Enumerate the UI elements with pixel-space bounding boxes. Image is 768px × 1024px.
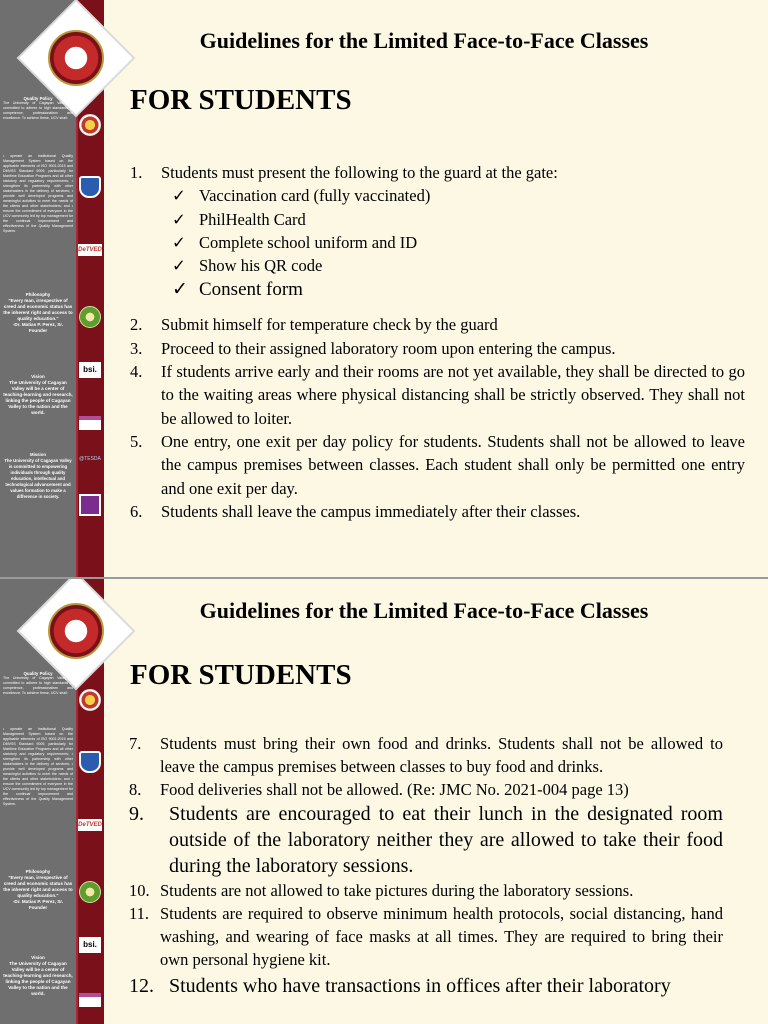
certification-badge-icon xyxy=(79,416,101,430)
philosophy-text: "Every man, irrespective of creed and economic status has the inherent right and access to quality education." xyxy=(3,298,73,321)
list-item xyxy=(129,973,723,999)
philosophy-text: "Every man, irrespective of creed and economic status has the inherent right and access to quality education." xyxy=(3,875,73,898)
list-item xyxy=(129,879,723,902)
requirements-checklist xyxy=(172,184,745,303)
slide-title: Guidelines for the Limited Face-to-Face Classes xyxy=(199,28,649,53)
item-number: 5. xyxy=(130,431,143,451)
quality-policy-text: The University of Cagayan Valley is committed to adhere to high standards of competence, professionalism and excellence. To achieve these, UCV shall: xyxy=(3,101,73,120)
vision-text: The University of Cagayan Valley will be a center of teaching-learning and research, linking the people of Cagayan Valley to the nation and the world. xyxy=(3,380,73,415)
mission-title: Mission xyxy=(30,452,46,457)
philosophy-author: -Dr. Matias P. Perez, Sr. xyxy=(12,322,64,327)
quality-policy xyxy=(3,671,73,696)
list-item xyxy=(130,337,745,360)
quality-policy xyxy=(3,96,73,121)
vision-title: Vision xyxy=(31,955,45,960)
detved-badge: DeTVED xyxy=(78,819,102,831)
bsi-badge: bsi. xyxy=(79,937,101,953)
item-text: Food deliveries shall not be allowed. (Re: JMC No. 2021-004 page 13) xyxy=(160,780,629,799)
quality-policy-text: The University of Cagayan Valley is committed to adhere to high standards of competence, professionalism and excellence. To achieve these, UCV shall: xyxy=(3,676,73,695)
check-icon: ✓ xyxy=(172,256,186,276)
check-icon: ✓ xyxy=(172,232,186,252)
vision-text: The University of Cagayan Valley will be a center of teaching-learning and research, linking the people of Cagayan Valley to the nation and the world. xyxy=(3,961,73,996)
philosophy-block xyxy=(3,292,73,334)
checklist-text: Consent form xyxy=(199,279,303,301)
philosophy-title: Philosophy xyxy=(25,292,51,297)
purple-seal-icon xyxy=(79,494,101,516)
checklist-item xyxy=(172,231,745,254)
mission-block xyxy=(3,452,73,500)
checklist-item xyxy=(172,184,745,207)
item-text: Students are required to observe minimum health protocols, social distancing, hand washing, and wearing of face masks at all times. They are required to bring their own personal hygiene kit. xyxy=(160,904,723,969)
shield-badge-icon xyxy=(79,176,101,198)
philosophy-role: Founder xyxy=(28,905,48,910)
list-item xyxy=(129,801,723,879)
checklist-item xyxy=(172,277,745,303)
shield-badge-icon xyxy=(79,751,101,773)
list-item xyxy=(130,430,745,500)
item-number: 4. xyxy=(130,362,143,382)
list-item xyxy=(130,500,745,523)
quality-points xyxy=(3,727,73,807)
item-number: 12. xyxy=(129,975,154,997)
check-icon: ✓ xyxy=(172,186,186,206)
item-text: Students must present the following to the guard at the gate: xyxy=(161,163,558,182)
item-number: 11. xyxy=(129,904,150,923)
list-item xyxy=(130,360,745,430)
item-number: 8. xyxy=(129,780,142,799)
vision-block xyxy=(3,374,73,416)
guidelines-list xyxy=(129,732,723,999)
item-text: Students shall leave the campus immediately after their classes. xyxy=(161,501,581,521)
item-number: 1. xyxy=(130,163,143,182)
item-number: 3. xyxy=(130,338,143,358)
accreditation-seal-icon xyxy=(79,114,101,136)
item-number: 2. xyxy=(130,315,143,335)
list-item xyxy=(129,902,723,971)
list-item xyxy=(129,732,723,778)
quality-policy-title: Quality Policy xyxy=(23,96,53,101)
item-text: Proceed to their assigned laboratory room upon entering the campus. xyxy=(161,338,616,358)
seal-emblem xyxy=(48,603,104,659)
vision-block xyxy=(3,955,73,997)
item-text: Students are encouraged to eat their lunch in the designated room outside of the laboratory neither they are allowed to take their food during the laboratory sessions. xyxy=(169,803,723,877)
item-number: 10. xyxy=(129,881,150,900)
philosophy-role: Founder xyxy=(28,328,48,333)
item-text: If students arrive early and their rooms are not yet available, they shall be directed to go to the waiting areas where physical distancing shall be strictly observed. They shall not be allowed to loiter. xyxy=(161,362,745,428)
detved-badge: DeTVED xyxy=(78,244,102,256)
philosophy-author: -Dr. Matias P. Perez, Sr. xyxy=(12,899,64,904)
quality-points-text: • operate an institutional Quality Management System based on the applicable elements of ISO 9001:2015 and DMVSS Standard 9009, particularly for Maritime Education Programs and all other statutory and regulatory requirements; • strengthen its partnership with other stakeholders in the delivery of services; • provide well developed programs and meaningful activities to meet the needs of the clients and other stakeholders; and • ensure the commitment of everyone in the UCV community led by top management for the continual improvement and effectiveness of the Quality Management System. xyxy=(3,154,73,233)
checklist-text: Vaccination card (fully vaccinated) xyxy=(199,186,431,206)
check-icon: ✓ xyxy=(172,279,188,301)
quality-policy-title: Quality Policy xyxy=(23,671,53,676)
green-seal-icon xyxy=(79,881,101,903)
quality-points xyxy=(3,154,73,234)
item-text: One entry, one exit per day policy for students. Students shall not be allowed to leave the campus premises between classes. Each student shall only be permitted one entry and one exit per day. xyxy=(161,431,745,498)
list-item xyxy=(130,313,745,336)
philosophy-title: Philosophy xyxy=(25,869,51,874)
checklist-text: Complete school uniform and ID xyxy=(199,232,418,252)
guidelines-list xyxy=(130,161,745,523)
slide-2 xyxy=(0,579,768,1024)
section-heading: FOR STUDENTS xyxy=(130,659,352,691)
quality-points-text: • operate an institutional Quality Management System based on the applicable elements of ISO 9001:2015 and DMVSS Standard 9009, particularly for Maritime Education Programs and all other statutory and regulatory requirements; • strengthen its partnership with other stakeholders in the delivery of services; • provide well developed programs and meaningful activities to meet the needs of the clients and other stakeholders; and • ensure the commitment of everyone in the UCV community led by top management for the continual improvement and effectiveness of the Quality Management System. xyxy=(3,727,73,806)
check-icon: ✓ xyxy=(172,209,186,229)
tesda-badge: @TESDA xyxy=(79,456,101,462)
checklist-item xyxy=(172,208,745,231)
checklist-item xyxy=(172,254,745,277)
item-text: Students must bring their own food and drinks. Students shall not be allowed to leave the campus premises between classes to buy food and drinks. xyxy=(160,734,723,776)
item-text: Students are not allowed to take pictures during the laboratory sessions. xyxy=(160,881,634,900)
item-number: 7. xyxy=(129,734,142,753)
bsi-badge: bsi. xyxy=(79,362,101,378)
certification-badge-icon xyxy=(79,993,101,1007)
item-text: Students who have transactions in offices after their laboratory xyxy=(169,975,671,997)
vision-title: Vision xyxy=(31,374,45,379)
philosophy-block xyxy=(3,869,73,911)
accreditation-seal-icon xyxy=(79,689,101,711)
item-text: Submit himself for temperature check by the guard xyxy=(161,315,498,335)
list-item xyxy=(129,778,723,801)
green-seal-icon xyxy=(79,306,101,328)
item-number: 6. xyxy=(130,501,143,521)
section-heading: FOR STUDENTS xyxy=(130,84,352,116)
seal-emblem xyxy=(48,30,104,86)
item-number: 9. xyxy=(129,803,144,825)
list-item xyxy=(130,161,745,184)
checklist-text: Show his QR code xyxy=(199,256,323,276)
checklist-text: PhilHealth Card xyxy=(199,209,306,229)
slide-title: Guidelines for the Limited Face-to-Face Classes xyxy=(199,598,649,623)
mission-text: The University of Cagayan Valley is committed to empowering individuals through quality education, intellectual and technological advancement and values formation to make a difference in society. xyxy=(4,458,72,499)
